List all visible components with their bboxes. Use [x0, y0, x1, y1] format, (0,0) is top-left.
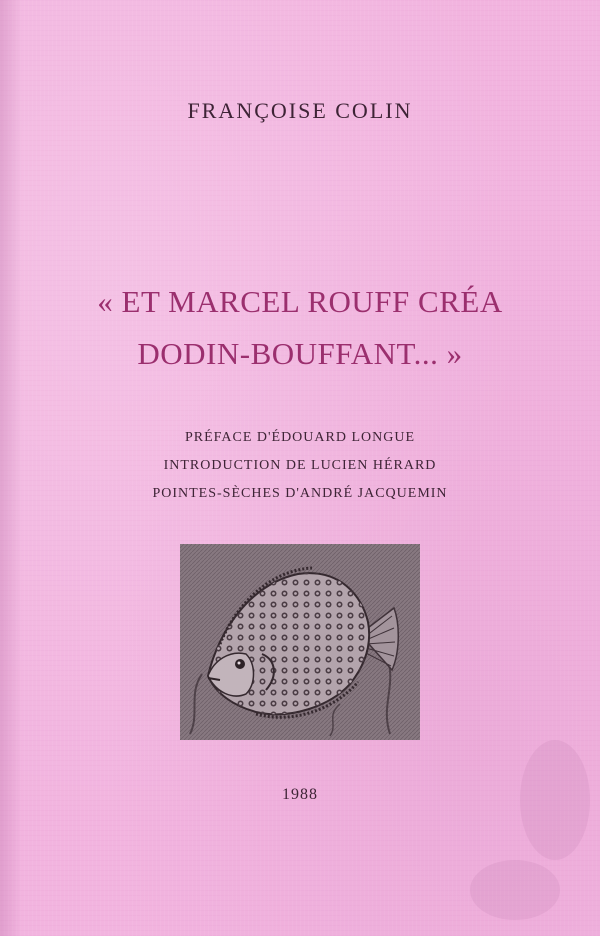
paper-stain	[470, 860, 560, 920]
credit-illustrations: POINTES-SÈCHES D'ANDRÉ JACQUEMIN	[152, 486, 448, 501]
book-title	[0, 276, 600, 380]
title-line-2: DODIN-BOUFFANT... »	[137, 336, 463, 371]
publication-year: 1988	[282, 786, 318, 803]
fish-engraving-icon	[180, 544, 420, 740]
author-name: FRANÇOISE COLIN	[187, 98, 413, 123]
credit-preface: PRÉFACE D'ÉDOUARD LONGUE	[184, 430, 416, 445]
credits-block	[0, 424, 600, 508]
title-line-1: « ET MARCEL ROUFF CRÉA	[97, 284, 503, 319]
fish-engraving-svg	[180, 544, 420, 740]
credit-introduction: INTRODUCTION DE LUCIEN HÉRARD	[163, 458, 437, 473]
